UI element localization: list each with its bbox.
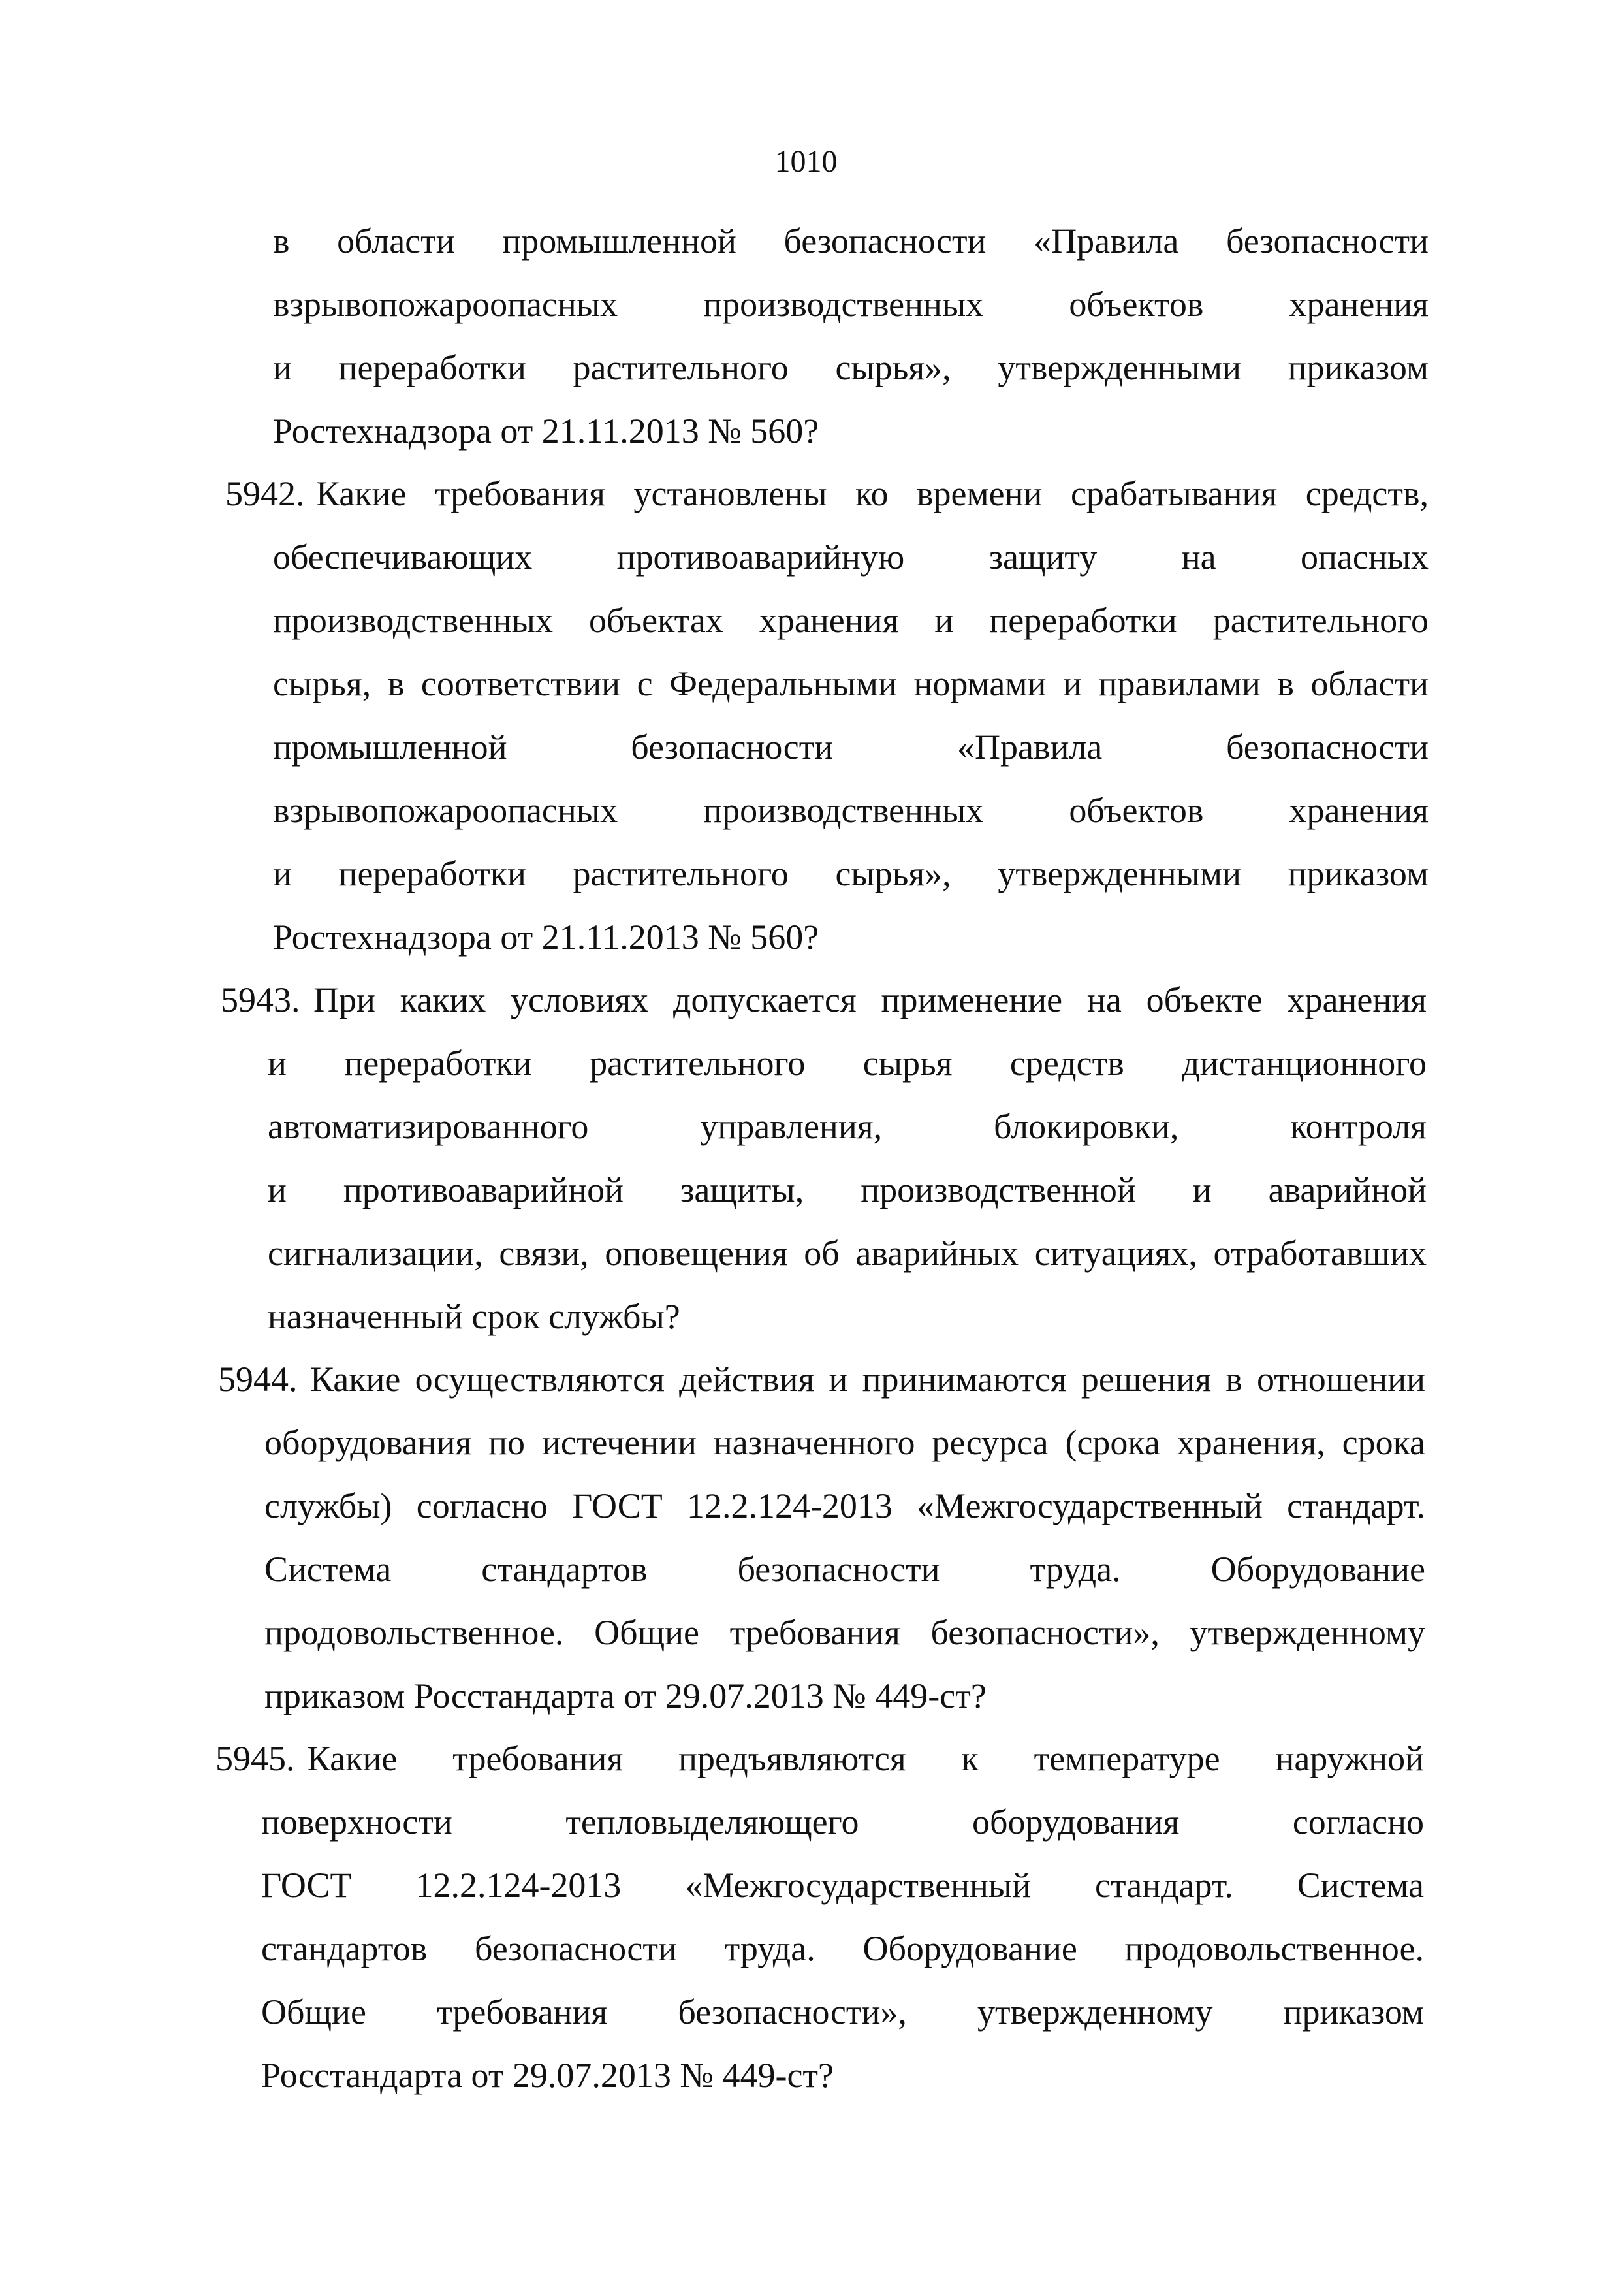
question-line: назначенный срок службы? xyxy=(268,1297,680,1336)
continuation-line: в области промышленной безопасности «Правила безопасности xyxy=(273,221,1429,261)
question-line: приказом Росстандарта от 29.07.2013 № 449-ст? xyxy=(264,1676,987,1715)
question-number: 5943. xyxy=(221,980,300,1019)
page-number: 1010 xyxy=(774,144,838,179)
question-line: При каких условиях допускается применение на объекте хранения xyxy=(313,980,1427,1019)
question-line: продовольственное. Общие требования безопасности», утвержденному xyxy=(264,1613,1425,1652)
continuation-line: и переработки растительного сырья», утвержденными приказом xyxy=(273,348,1429,387)
question-line: сырья, в соответствии с Федеральными нормами и правилами в области xyxy=(273,664,1429,703)
continuation-line: Ростехнадзора от 21.11.2013 № 560? xyxy=(273,411,819,451)
question-number: 5942. xyxy=(225,474,305,513)
question-line: взрывопожароопасных производственных объектов хранения xyxy=(273,791,1429,830)
question-number: 5945. xyxy=(215,1739,295,1778)
question-line: оборудования по истечении назначенного ресурса (срока хранения, срока xyxy=(264,1423,1425,1462)
continuation-line: взрывопожароопасных производственных объектов хранения xyxy=(273,285,1429,324)
question-line: сигнализации, связи, оповещения об аварийных ситуациях, отработавших xyxy=(268,1234,1427,1273)
question-line: ГОСТ 12.2.124-2013 «Межгосударственный стандарт. Система xyxy=(261,1866,1424,1905)
question-line: Какие требования установлены ко времени срабатывания средств, xyxy=(316,474,1429,513)
question-number: 5944. xyxy=(218,1360,298,1399)
question-line: и противоаварийной защиты, производственной и аварийной xyxy=(268,1170,1427,1209)
question-line: Система стандартов безопасности труда. Оборудование xyxy=(264,1550,1425,1589)
question-line: производственных объектах хранения и переработки растительного xyxy=(273,601,1429,640)
question-line: службы) согласно ГОСТ 12.2.124-2013 «Межгосударственный стандарт. xyxy=(264,1486,1425,1525)
question-line: Росстандарта от 29.07.2013 № 449-ст? xyxy=(261,2056,834,2095)
question-line: Какие осуществляются действия и принимаются решения в отношении xyxy=(310,1360,1425,1399)
question-line: промышленной безопасности «Правила безопасности xyxy=(273,727,1429,767)
question-line: Какие требования предъявляются к температуре наружной xyxy=(307,1739,1424,1778)
question-line: и переработки растительного сырья средств дистанционного xyxy=(268,1044,1427,1083)
question-line: и переработки растительного сырья», утвержденными приказом xyxy=(273,854,1429,893)
question-line: стандартов безопасности труда. Оборудование продовольственное. xyxy=(261,1929,1424,1968)
question-line: обеспечивающих противоаварийную защиту на опасных xyxy=(273,537,1429,577)
question-line: автоматизированного управления, блокировки, контроля xyxy=(268,1107,1427,1146)
question-line: Ростехнадзора от 21.11.2013 № 560? xyxy=(273,917,819,957)
question-line: Общие требования безопасности», утвержденному приказом xyxy=(261,1992,1424,2032)
question-line: поверхности тепловыделяющего оборудования согласно xyxy=(261,1802,1424,1842)
